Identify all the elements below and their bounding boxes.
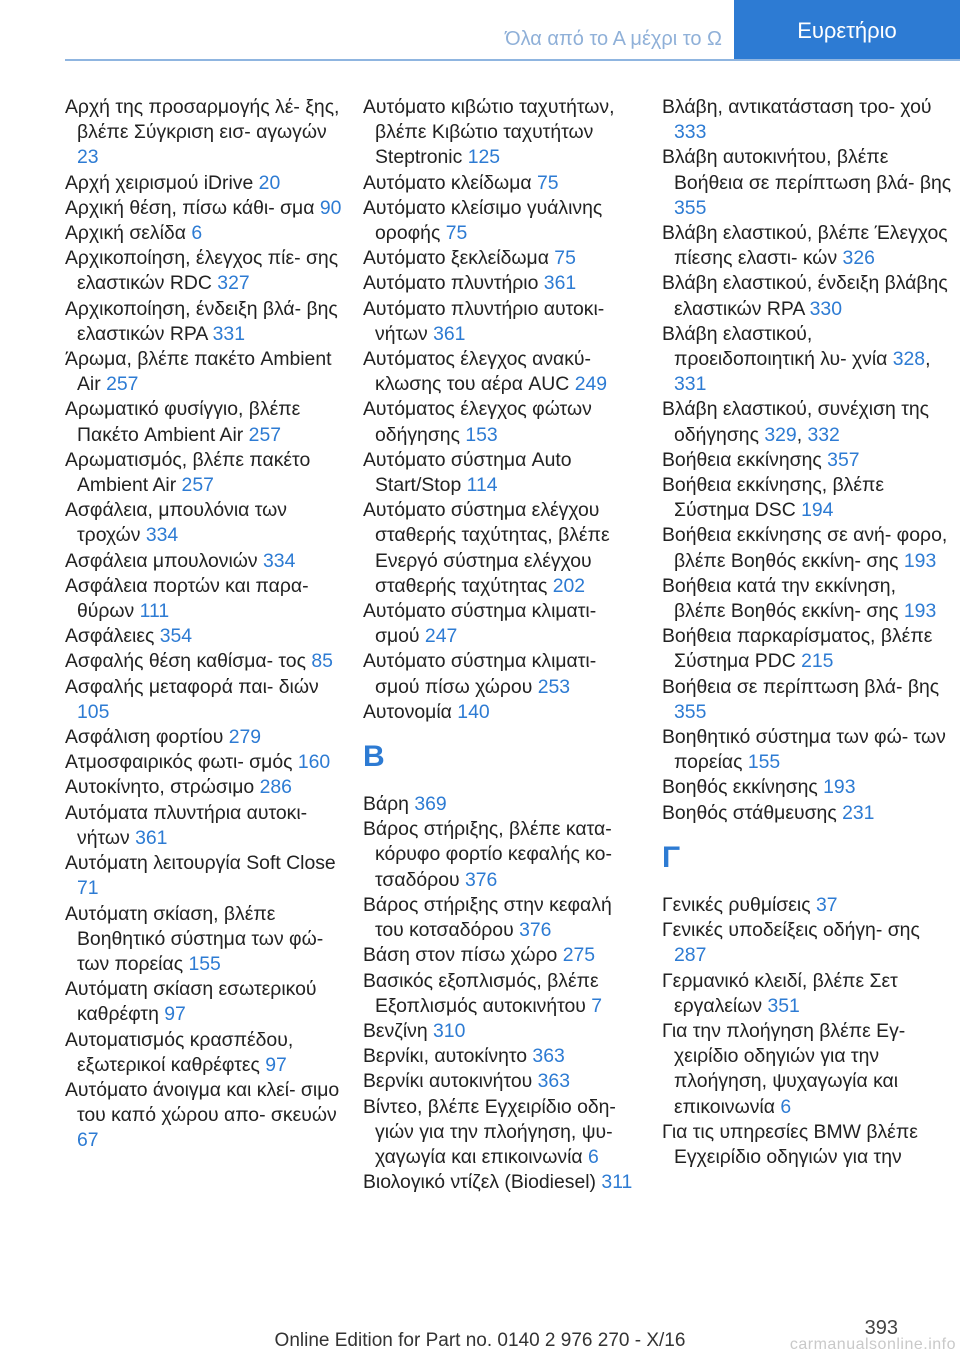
- page-reference-link[interactable]: 351: [767, 994, 800, 1017]
- index-entry: [662, 918, 952, 968]
- index-entry-text: Αυτόματο σύστημα Auto Start/Stop: [363, 448, 572, 497]
- index-entry: [65, 675, 347, 725]
- index-entry: [363, 1069, 645, 1094]
- page-reference-link[interactable]: 328: [892, 348, 926, 371]
- index-entry-text: Βοήθεια εκκίνησης σε ανή- φορο, βλέπε Βοηθός εκκίνη- σης: [662, 524, 948, 572]
- index-entry: [65, 624, 347, 649]
- page-reference-link[interactable]: 310: [433, 1019, 466, 1042]
- index-entry-text: Αυτόματη σκίαση, βλέπε Βοηθητικό σύστημα των φώ- των πορείας: [65, 902, 324, 975]
- index-entry-text: Βάση στον πίσω χώρο: [363, 944, 558, 967]
- page-reference-link[interactable]: 354: [159, 625, 193, 648]
- index-entry-text: Βίντεο, βλέπε Εγχειρίδιο οδη- γιών για την πλοήγηση, ψυ- χαγωγία και επικοινωνία: [363, 1095, 616, 1168]
- page-reference-link[interactable]: 105: [77, 700, 110, 723]
- page-reference-link[interactable]: 6: [191, 222, 203, 245]
- page-reference-link[interactable]: 361: [135, 826, 168, 849]
- index-entry: [65, 171, 347, 196]
- page-reference-link[interactable]: 6: [588, 1145, 599, 1168]
- page-reference-link[interactable]: 286: [259, 776, 292, 799]
- index-entry: [363, 271, 645, 296]
- index-entry-text: Αυτόματο σύστημα κλιματι- σμού πίσω χώρου: [363, 650, 597, 698]
- page-reference-link[interactable]: 193: [903, 549, 937, 572]
- index-letter-heading: B: [363, 740, 385, 774]
- index-column-3: [662, 95, 952, 1170]
- index-entry: [662, 775, 952, 800]
- index-entry-text: Ατμοσφαιρικός φωτι- σμός: [65, 751, 293, 774]
- index-entry: [363, 969, 645, 1019]
- index-entry: [363, 297, 645, 347]
- index-entry-text: Βοηθός στάθμευσης: [662, 801, 837, 824]
- index-entry: [65, 196, 347, 221]
- index-entry: [363, 700, 645, 725]
- index-entry-text: Βοήθεια παρκαρίσματος, βλέπε Σύστημα PDC: [662, 625, 933, 673]
- index-tab: Ευρετήριο: [734, 0, 960, 61]
- index-entry-text: Βοήθεια σε περίπτωση βλά- βης: [662, 675, 940, 698]
- page-reference-link[interactable]: 140: [457, 700, 490, 723]
- index-entry-text: Βάρος στήριξης, βλέπε κατα- κόρυφο φορτίο κεφαλής κο- τσαδόρου: [363, 818, 612, 891]
- index-entry-text: Άρωμα, βλέπε πακέτο Ambient Air: [65, 348, 332, 396]
- index-column-2: [363, 95, 645, 1195]
- index-entry-text: Βλάβη ελαστικού, ένδειξη βλάβης ελαστικών RPA: [662, 272, 948, 320]
- index-entry: [662, 969, 952, 1019]
- page-reference-link[interactable]: 376: [519, 919, 552, 942]
- index-entry: [65, 977, 347, 1027]
- index-entry-text: Αρχικοποίηση, ένδειξη βλά- βης ελαστικών RPA: [65, 297, 338, 345]
- index-entry-text: Βοήθεια κατά την εκκίνηση, βλέπε Βοηθός εκκίνη- σης: [662, 574, 899, 623]
- index-entry-text: Αυτόματη σκίαση εσωτερικού καθρέφτη: [65, 978, 317, 1026]
- page-reference-link[interactable]: 194: [801, 499, 834, 522]
- page-reference-link[interactable]: 114: [466, 474, 498, 497]
- page-reference-link[interactable]: 329: [764, 423, 797, 446]
- page-reference-link[interactable]: 253: [537, 675, 571, 698]
- index-entry: [65, 851, 347, 901]
- page-reference-link[interactable]: 369: [414, 793, 447, 816]
- index-entry: [65, 902, 347, 978]
- index-entry-text: Ασφάλειες: [65, 625, 155, 648]
- page-reference-link[interactable]: 75: [445, 222, 468, 245]
- index-entry: [363, 171, 645, 196]
- page-reference-link[interactable]: 85: [311, 650, 333, 673]
- page-reference-link[interactable]: 363: [532, 1045, 565, 1068]
- index-entry-text: Αρωματικό φυσίγγιο, βλέπε Πακέτο Ambient Air: [65, 398, 301, 446]
- page-reference-link[interactable]: 279: [228, 726, 262, 749]
- page-reference-link[interactable]: 334: [263, 549, 296, 572]
- index-entry: [363, 1095, 645, 1171]
- page-header: [0, 0, 960, 62]
- index-entry: [65, 574, 347, 624]
- index-entry-text: Για την πλοήγηση βλέπε Εγ- χειρίδιο οδηγιών για την πλοήγηση, ψυχαγωγία και επικοινωνία: [662, 1019, 906, 1118]
- index-entry-text: Ασφάλεια πορτών και παρα- θύρων: [65, 574, 309, 623]
- index-entry: [363, 792, 645, 817]
- page-reference-link[interactable]: 275: [562, 944, 596, 967]
- index-entry: [363, 1019, 645, 1044]
- page-reference-link[interactable]: 7: [591, 994, 603, 1017]
- index-entry: [363, 397, 645, 447]
- index-entry: [662, 1019, 952, 1120]
- index-entry: [65, 448, 347, 498]
- index-entry: [662, 95, 952, 145]
- index-entry-text: Ασφάλιση φορτίου: [65, 726, 224, 749]
- index-entry: [363, 1170, 645, 1195]
- index-entry-text: Αυτόματο κλείδωμα: [363, 171, 532, 194]
- index-entry-text: Αυτόματος έλεγχος φώτων οδήγησης: [363, 398, 592, 446]
- index-entry: [662, 473, 952, 523]
- index-entry: [363, 196, 645, 246]
- index-entry: [363, 498, 645, 599]
- index-entry: [662, 1120, 952, 1170]
- page-reference-link[interactable]: 193: [903, 600, 937, 623]
- index-entry-text: Βοήθεια εκκίνησης, βλέπε Σύστημα DSC: [662, 474, 885, 522]
- page-reference-link[interactable]: 326: [842, 247, 875, 270]
- index-entry-text: Αυτόματο σύστημα ελέγχου σταθερής ταχύτητας, βλέπε Ενεργό σύστημα ελέγχου σταθερής ταχύτητας: [363, 499, 610, 597]
- index-entry: [363, 246, 645, 271]
- index-entry-text: Βιολογικό ντίζελ (Biodiesel): [363, 1171, 597, 1194]
- index-entry-text: Γερμανικό κλειδί, βλέπε Σετ εργαλείων: [662, 969, 898, 1017]
- page-reference-link[interactable]: 257: [181, 474, 214, 497]
- index-entry-text: Αυτόματο σύστημα κλιματι- σμού: [363, 600, 597, 648]
- page-reference-link[interactable]: 215: [801, 650, 834, 673]
- page-reference-link[interactable]: 287: [674, 944, 707, 967]
- index-entry: [363, 1044, 645, 1069]
- page-reference-link[interactable]: 160: [297, 751, 331, 774]
- index-entry: [65, 297, 347, 347]
- index-entry: [363, 95, 645, 171]
- page-reference-link[interactable]: 333: [674, 121, 707, 144]
- page-reference-link[interactable]: 357: [827, 448, 860, 471]
- index-entry-text: Για τις υπηρεσίες BMW βλέπε Εγχειρίδιο οδηγιών για την: [662, 1120, 918, 1168]
- page-reference-link[interactable]: 355: [674, 196, 707, 219]
- index-entry: [662, 523, 952, 573]
- index-entry-text: Αυτόματα πλυντήρια αυτοκι- νήτων: [65, 801, 308, 849]
- page-reference-link[interactable]: 334: [145, 524, 179, 547]
- index-entry-text: Αυτόματο άνοιγμα και κλεί- σιμο του καπό χώρου απο- σκευών: [65, 1078, 340, 1127]
- page-reference-link[interactable]: 376: [464, 868, 498, 891]
- index-entry-text: Αυτόματο κλείσιμο γυάλινης οροφής: [363, 196, 603, 245]
- index-entry: [662, 145, 952, 221]
- page-reference-link[interactable]: 75: [554, 247, 576, 270]
- index-entry-text: Αυτόματος έλεγχος ανακύ- κλωσης του αέρα AUC: [363, 348, 591, 396]
- index-entry: [662, 725, 952, 775]
- page-reference-link[interactable]: 331: [212, 322, 245, 345]
- page-reference-link[interactable]: 202: [552, 574, 586, 597]
- index-entry-text: Βλάβη ελαστικού, συνέχιση της οδήγησης: [662, 398, 930, 446]
- index-entry-text: Βλάβη ελαστικού, βλέπε Έλεγχος πίεσης ελαστι- κών: [662, 222, 948, 270]
- index-entry-text: Αρωματισμός, βλέπε πακέτο Ambient Air: [65, 448, 311, 497]
- index-entry-text: Ασφαλής μεταφορά παι- διών: [65, 675, 319, 698]
- index-entry: [65, 347, 347, 397]
- index-entry: [65, 725, 347, 750]
- index-entry: [662, 801, 952, 826]
- index-entry: [363, 817, 645, 893]
- index-entry: [65, 246, 347, 296]
- index-entry: [662, 574, 952, 624]
- page-reference-link[interactable]: 257: [248, 423, 282, 446]
- page-reference-link[interactable]: 361: [543, 272, 577, 295]
- index-entry: [65, 750, 347, 775]
- page-reference-link[interactable]: 20: [258, 171, 281, 194]
- page-reference-link[interactable]: 231: [842, 801, 875, 824]
- page-reference-link[interactable]: 23: [77, 146, 99, 169]
- page-reference-link[interactable]: 193: [823, 776, 856, 799]
- index-entry-text: Βλάβη, αντικατάσταση τρο- χού: [662, 96, 932, 118]
- index-entry-text: Βερνίκι, αυτοκίνητο: [363, 1045, 528, 1068]
- index-entry: [363, 943, 645, 968]
- index-entry: [363, 599, 645, 649]
- index-entry: Βλάβη ελαστικού, προειδοποιητική λυ- χνία 328, 331: [662, 322, 931, 396]
- index-letter-heading: Γ: [662, 840, 681, 874]
- index-entry: [363, 347, 645, 397]
- index-entry: [65, 397, 347, 447]
- page-reference-link[interactable]: 155: [747, 751, 781, 774]
- index-entry-text: Αυτοματισμός κρασπέδου, εξωτερικοί καθρέφτες: [65, 1028, 294, 1076]
- page-reference-link[interactable]: 97: [265, 1053, 287, 1076]
- page-reference-link[interactable]: 249: [574, 373, 608, 396]
- index-entry-text: Βλάβη ελαστικού, προειδοποιητική λυ- χνία: [662, 322, 888, 371]
- index-entry: [65, 549, 347, 574]
- index-entry: [65, 775, 347, 800]
- index-entry-text: Βάρη: [363, 793, 409, 816]
- index-entry-text: Ασφάλεια μπουλονιών: [65, 549, 258, 572]
- page-reference-link[interactable]: 90: [319, 196, 342, 219]
- index-entry-text: Βασικός εξοπλισμός, βλέπε Εξοπλισμός αυτοκινήτου: [363, 969, 599, 1017]
- page-reference-link[interactable]: 327: [217, 272, 250, 295]
- index-entry: [65, 1028, 347, 1078]
- index-entry: [662, 675, 952, 725]
- index-entry: [65, 221, 347, 246]
- index-entry-text: Βενζίνη: [363, 1019, 428, 1042]
- index-entry: [662, 221, 952, 271]
- index-entry: [662, 624, 952, 674]
- index-entry-text: Αυτονομία: [363, 700, 452, 723]
- index-entry-text: Αυτόματο πλυντήριο: [363, 272, 539, 295]
- page-reference-link[interactable]: 247: [424, 625, 458, 648]
- page-reference-link[interactable]: 153: [465, 423, 498, 446]
- index-column-1: [65, 95, 347, 1154]
- index-entry-text: Αυτόματη λειτουργία Soft Close: [65, 852, 336, 875]
- page-reference-link[interactable]: 361: [433, 322, 466, 345]
- index-entry: [65, 649, 347, 674]
- index-entry: [363, 448, 645, 498]
- section-breadcrumb: Όλα από το Α μέχρι το Ω: [505, 28, 722, 50]
- page-reference-link[interactable]: 67: [77, 1129, 99, 1152]
- index-entry-text: Αρχή χειρισμού iDrive: [65, 171, 254, 194]
- index-entry-text: Βοηθητικό σύστημα των φώ- των πορείας: [662, 726, 946, 774]
- page-number: 393: [864, 1317, 898, 1339]
- index-entry-text: Γενικές υποδείξεις οδήγη- σης: [662, 919, 920, 942]
- index-entry-text: Αυτοκίνητο, στρώσιμο: [65, 776, 255, 799]
- index-entry-text: Βερνίκι αυτοκινήτου: [363, 1070, 533, 1093]
- index-entry-text: Ασφαλής θέση καθίσμα- τος: [65, 650, 306, 673]
- index-entry: [363, 649, 645, 699]
- index-entry-text: Βοήθεια εκκίνησης: [662, 448, 822, 471]
- header-rule: [65, 59, 960, 61]
- index-entry-text: Αρχική σελίδα: [65, 222, 186, 245]
- index-entry-text: Ασφάλεια, μπουλόνια των τροχών: [65, 499, 287, 547]
- page-reference-link[interactable]: 75: [536, 171, 559, 194]
- page-reference-link[interactable]: 71: [77, 877, 99, 900]
- page-reference-link[interactable]: 257: [106, 373, 139, 396]
- page-reference-link[interactable]: 330: [809, 297, 842, 320]
- index-entry: [662, 893, 952, 918]
- index-entry: [662, 271, 952, 321]
- index-entry: [65, 95, 347, 171]
- index-entry-text: Αυτόματο κιβώτιο ταχυτήτων, βλέπε Κιβώτιο ταχυτήτων Steptronic: [363, 96, 615, 169]
- page-reference-link[interactable]: 37: [815, 893, 838, 916]
- index-entry: [65, 801, 347, 851]
- page-reference-link[interactable]: 331: [674, 373, 707, 396]
- index-entry-text: Αυτόματο πλυντήριο αυτοκι- νήτων: [363, 297, 605, 345]
- page-reference-link[interactable]: 155: [188, 952, 221, 975]
- footer-edition: Online Edition for Part no. 0140 2 976 270 - X/16: [274, 1330, 686, 1351]
- watermark: carmanualsonline.info: [789, 1336, 956, 1353]
- index-entry-text: Αυτόματο ξεκλείδωμα: [363, 247, 549, 270]
- index-entry: Βλάβη ελαστικού, συνέχιση της οδήγησης 329, 332: [662, 398, 930, 446]
- page-reference-link[interactable]: 6: [780, 1095, 792, 1118]
- page-reference-link[interactable]: 355: [674, 700, 707, 723]
- index-entry: [363, 893, 645, 943]
- index-entry: [65, 1078, 347, 1154]
- index-entry-text: Γενικές ρυθμίσεις: [662, 893, 811, 916]
- index-entry-text: Αρχή της προσαρμογής λέ- ξης, βλέπε Σύγκριση εισ- αγωγών: [65, 96, 340, 144]
- index-entry-text: Αρχική θέση, πίσω κάθι- σμα: [65, 196, 315, 219]
- page-reference-link[interactable]: 311: [601, 1171, 633, 1194]
- index-entry-text: Βλάβη αυτοκινήτου, βλέπε Βοήθεια σε περίπτωση βλά- βης: [662, 146, 952, 194]
- index-entry-text: Αρχικοποίηση, έλεγχος πίε- σης ελαστικών RDC: [65, 247, 339, 295]
- index-entry-text: Βοηθός εκκίνησης: [662, 776, 818, 799]
- page-reference-link[interactable]: 111: [139, 600, 170, 623]
- page-reference-link[interactable]: 332: [807, 423, 840, 446]
- index-entry: [662, 448, 952, 473]
- page-reference-link[interactable]: 97: [164, 1003, 186, 1026]
- index-entry-text: Βάρος στήριξης στην κεφαλή του κοτσαδόρου: [363, 893, 612, 942]
- page-reference-link[interactable]: 125: [467, 146, 501, 169]
- index-entry: [65, 498, 347, 548]
- page-reference-link[interactable]: 363: [537, 1070, 570, 1093]
